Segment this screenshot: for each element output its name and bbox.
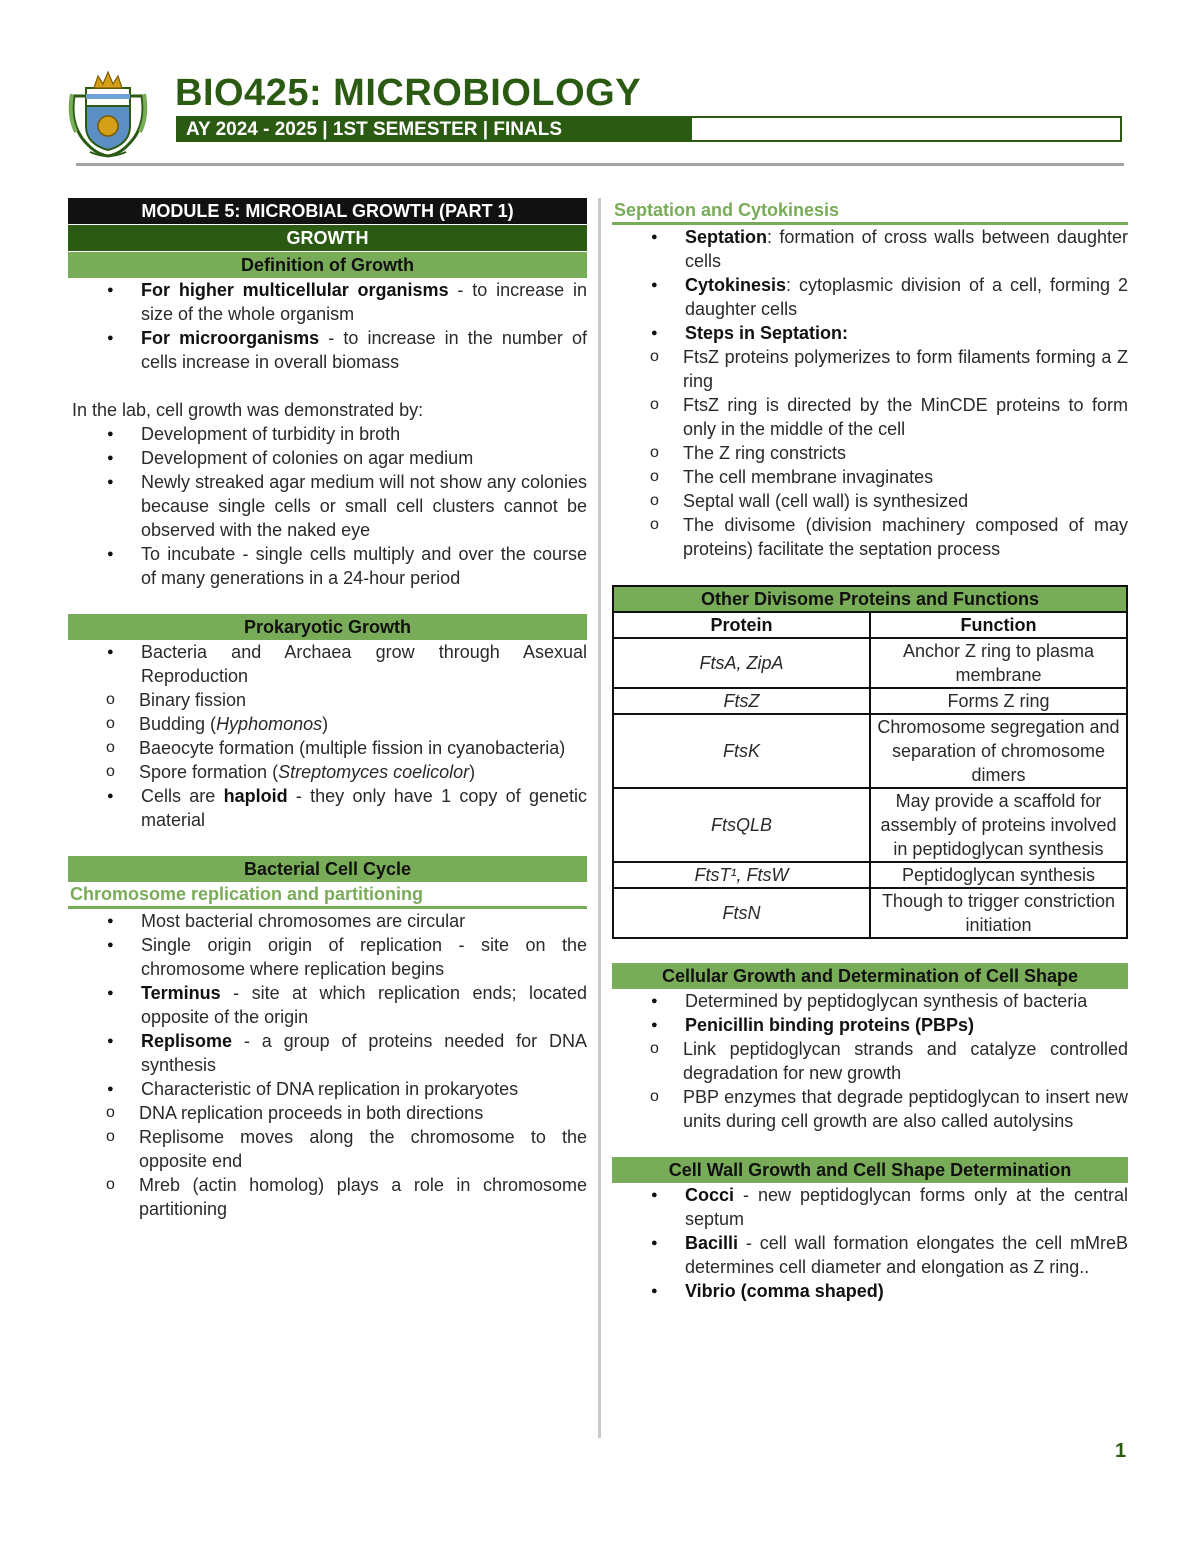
list-item xyxy=(612,225,1128,273)
list-item xyxy=(68,1029,587,1077)
item-text: - they only have 1 copy of genetic material xyxy=(141,786,587,830)
prokaryotic-heading: Prokaryotic Growth xyxy=(68,614,587,640)
cell-shape-heading: Cellular Growth and Determination of Cell Shape xyxy=(612,963,1128,989)
page-title: BIO425: MICROBIOLOGY xyxy=(175,72,642,114)
list-item xyxy=(612,1279,1128,1303)
step-item: o The Z ring constricts xyxy=(612,441,1128,465)
sub-list xyxy=(68,1101,587,1221)
column-divider xyxy=(598,198,601,1438)
function-cell: Peptidoglycan synthesis xyxy=(870,862,1127,888)
protein-cell: FtsA, ZipA xyxy=(613,638,870,688)
protein-cell: FtsZ xyxy=(613,688,870,714)
prokaryotic-list xyxy=(68,640,587,832)
protein-cell: FtsN xyxy=(613,888,870,938)
definition-list xyxy=(68,278,587,374)
step-item: o The divisome (division machinery composed of may proteins) facilitate the septation process xyxy=(612,513,1128,561)
function-cell: Anchor Z ring to plasma membrane xyxy=(870,638,1127,688)
table-row xyxy=(613,888,1127,938)
step-item: o FtsZ ring is directed by the MinCDE proteins to form only in the middle of the cell xyxy=(612,393,1128,441)
definition-heading: Definition of Growth xyxy=(68,252,587,278)
list-item xyxy=(68,784,587,832)
term-banner-blank xyxy=(690,116,1122,142)
septation-list xyxy=(612,225,1128,561)
list-item xyxy=(612,1183,1128,1231)
septation-heading: Septation and Cytokinesis xyxy=(612,198,1128,225)
cell-shape-list xyxy=(612,989,1128,1133)
page-number: 1 xyxy=(1115,1440,1127,1462)
definition: : formation of cross walls between daughter cells xyxy=(685,227,1128,271)
item-text: ) xyxy=(469,762,476,782)
header-divider xyxy=(76,163,1124,166)
cell-cycle-list xyxy=(68,909,587,1221)
list-item: ● Single origin origin of replication - site on the chromosome where replication begins xyxy=(68,933,587,981)
table-row xyxy=(613,714,1127,788)
term: Steps in Septation: xyxy=(685,323,849,343)
term: Cocci xyxy=(685,1185,735,1205)
list-item xyxy=(68,640,587,784)
term: Penicillin binding proteins (PBPs) xyxy=(685,1015,975,1035)
sub-item: o Replisome moves along the chromosome to the opposite end xyxy=(68,1125,587,1173)
list-item xyxy=(68,981,587,1029)
definition: - cell wall formation elongates the cell mMreB determines cell diameter and elongation as Z ring.. xyxy=(685,1233,1128,1277)
term: Vibrio (comma shaped) xyxy=(685,1281,884,1301)
list-item: ● Development of turbidity in broth xyxy=(68,422,587,446)
column-header-function: Function xyxy=(870,612,1127,638)
right-column xyxy=(612,198,1128,1303)
term: Bacilli xyxy=(685,1233,739,1253)
lab-intro: In the lab, cell growth was demonstrated by: xyxy=(72,400,424,420)
item-text: ) xyxy=(322,714,329,734)
protein-cell: FtsT¹, FtsW xyxy=(613,862,870,888)
definition: - a group of proteins needed for DNA synthesis xyxy=(141,1031,587,1075)
item-text: Characteristic of DNA replication in prokaryotes xyxy=(141,1079,519,1099)
column-header-protein: Protein xyxy=(613,612,870,638)
step-item: o Septal wall (cell wall) is synthesized xyxy=(612,489,1128,513)
divisome-table xyxy=(612,585,1128,939)
cell-wall-list xyxy=(612,1183,1128,1303)
function-cell: May provide a scaffold for assembly of proteins involved in peptidoglycan synthesis xyxy=(870,788,1127,862)
sub-item: o PBP enzymes that degrade peptidoglycan to insert new units during cell growth are also called autolysins xyxy=(612,1085,1128,1133)
item-text: Cells are xyxy=(141,786,224,806)
organism-name: Hyphomonos xyxy=(216,714,323,734)
list-item: ● To incubate - single cells multiply and over the course of many generations in a 24-hour period xyxy=(68,542,587,590)
term: haploid xyxy=(223,786,288,806)
table-row xyxy=(613,688,1127,714)
cell-wall-heading: Cell Wall Growth and Cell Shape Determination xyxy=(612,1157,1128,1183)
table-title-row xyxy=(613,586,1127,612)
term: Terminus xyxy=(141,983,221,1003)
growth-bar: GROWTH xyxy=(68,225,587,251)
left-column xyxy=(68,198,587,1221)
list-item xyxy=(612,1231,1128,1279)
list-item xyxy=(68,1077,587,1221)
sub-list xyxy=(612,1037,1128,1133)
term: Cytokinesis xyxy=(685,275,787,295)
steps-list xyxy=(612,345,1128,561)
term: Septation xyxy=(685,227,768,247)
term-banner: AY 2024 - 2025 | 1ST SEMESTER | FINALS xyxy=(176,116,690,142)
definition: - site at which replication ends; located opposite of the origin xyxy=(141,983,587,1027)
list-item: ● Determined by peptidoglycan synthesis of bacteria xyxy=(612,989,1128,1013)
list-item: ● Newly streaked agar medium will not show any colonies because single cells or small cell clusters cannot be observed with the naked eye xyxy=(68,470,587,542)
list-item xyxy=(612,273,1128,321)
table-row xyxy=(613,788,1127,862)
list-item xyxy=(612,1013,1128,1133)
lab-list xyxy=(68,422,587,590)
sub-item: o Baeocyte formation (multiple fission in cyanobacteria) xyxy=(68,736,587,760)
sub-item: o DNA replication proceeds in both directions xyxy=(68,1101,587,1125)
sub-item xyxy=(68,760,587,784)
item-text: Bacteria and Archaea grow through Asexual Reproduction xyxy=(141,642,587,686)
item-text: Spore formation ( xyxy=(139,762,279,782)
item-text: Budding ( xyxy=(139,714,217,734)
definition: - to increase in size of the whole organism xyxy=(141,280,587,324)
organism-name: Streptomyces coelicolor xyxy=(278,762,470,782)
university-crest-logo xyxy=(68,66,148,158)
sub-item: o Binary fission xyxy=(68,688,587,712)
module-title-bar: MODULE 5: MICROBIAL GROWTH (PART 1) xyxy=(68,198,587,224)
term: For microorganisms xyxy=(141,328,320,348)
list-item: ● Development of colonies on agar medium xyxy=(68,446,587,470)
sub-item: o Link peptidoglycan strands and catalyze controlled degradation for new growth xyxy=(612,1037,1128,1085)
list-item: ● Most bacterial chromosomes are circular xyxy=(68,909,587,933)
table-row xyxy=(613,862,1127,888)
function-cell: Chromosome segregation and separation of chromosome dimers xyxy=(870,714,1127,788)
sub-list xyxy=(68,688,587,784)
table-title: Other Divisome Proteins and Functions xyxy=(613,586,1127,612)
function-cell: Though to trigger constriction initiation xyxy=(870,888,1127,938)
cell-cycle-heading: Bacterial Cell Cycle xyxy=(68,856,587,882)
definition: - new peptidoglycan forms only at the central septum xyxy=(685,1185,1128,1229)
protein-cell: FtsQLB xyxy=(613,788,870,862)
function-cell: Forms Z ring xyxy=(870,688,1127,714)
definition: : cytoplasmic division of a cell, forming 2 daughter cells xyxy=(685,275,1128,319)
term: For higher multicellular organisms xyxy=(141,280,449,300)
protein-cell: FtsK xyxy=(613,714,870,788)
chromosome-subheading: Chromosome replication and partitioning xyxy=(68,882,587,909)
step-item: o The cell membrane invaginates xyxy=(612,465,1128,489)
list-item xyxy=(68,326,587,374)
term: Replisome xyxy=(141,1031,233,1051)
page-header xyxy=(68,66,1128,166)
sub-item xyxy=(68,712,587,736)
step-item: o FtsZ proteins polymerizes to form filaments forming a Z ring xyxy=(612,345,1128,393)
definition: - to increase in the number of cells increase in overall biomass xyxy=(141,328,588,372)
list-item xyxy=(68,278,587,326)
list-item xyxy=(612,321,1128,561)
table-header-row xyxy=(613,612,1127,638)
sub-item: o Mreb (actin homolog) plays a role in chromosome partitioning xyxy=(68,1173,587,1221)
table-row xyxy=(613,638,1127,688)
spacer xyxy=(68,374,587,398)
